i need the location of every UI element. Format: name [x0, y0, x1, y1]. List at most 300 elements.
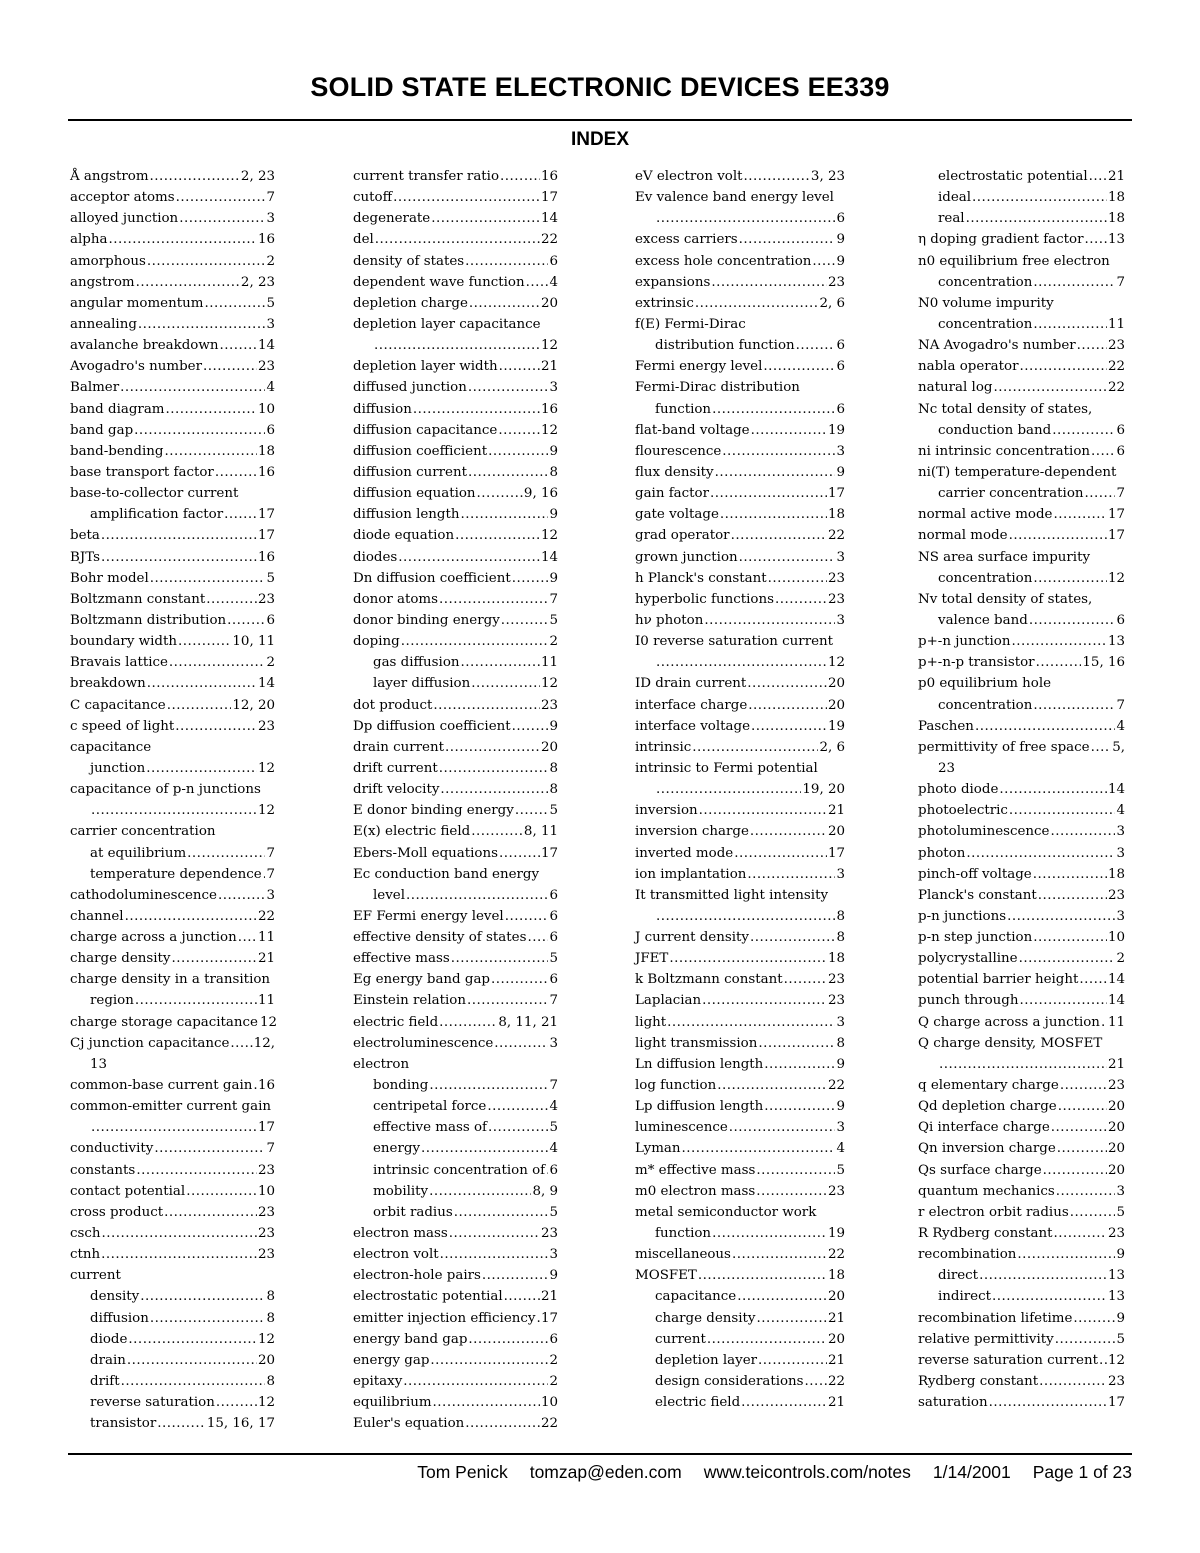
index-entry-pages: 3	[549, 1247, 558, 1263]
index-leader-dots	[656, 779, 801, 800]
index-entry-pages: 2	[266, 253, 275, 269]
index-leader-dots	[1033, 927, 1107, 948]
index-entry-label: indirect	[938, 1289, 991, 1305]
index-entry	[918, 335, 1125, 356]
index-leader-dots	[1009, 800, 1116, 821]
index-leader-dots	[150, 1308, 266, 1329]
index-entry	[918, 504, 1125, 525]
index-entry	[635, 1181, 845, 1202]
index-entry-pages: 5	[549, 951, 558, 967]
index-entry-label: dependent wave function	[353, 274, 525, 290]
index-entry-pages: 3	[549, 380, 558, 396]
index-entry	[635, 504, 845, 525]
index-entry-pages: 11	[257, 930, 275, 946]
index-entry-label: band diagram	[70, 401, 165, 417]
index-entry-pages: 2	[266, 655, 275, 671]
index-leader-dots	[494, 1033, 548, 1054]
index-leader-dots	[796, 335, 836, 356]
index-entry	[635, 1286, 845, 1307]
index-entry	[635, 631, 845, 652]
index-leader-dots	[1085, 229, 1107, 250]
index-entry-pages: 8	[266, 1289, 275, 1305]
index-entry-label: equilibrium	[353, 1395, 432, 1411]
index-entry-label: density of states	[353, 253, 465, 269]
index-leader-dots	[1007, 906, 1115, 927]
index-entry	[918, 377, 1125, 398]
index-entry-pages: 20	[827, 1331, 845, 1347]
index-entry-pages: 9	[836, 232, 845, 248]
index-entry-label: k Boltzmann constant	[635, 972, 783, 988]
index-entry-label: intrinsic concentration of	[373, 1162, 546, 1178]
index-entry-pages: 20	[540, 295, 558, 311]
index-entry-pages: 4	[1116, 803, 1125, 819]
index-leader-dots	[482, 1265, 549, 1286]
index-entry-label: electric field	[353, 1014, 439, 1030]
index-entry-label: BJTs	[70, 549, 101, 565]
index-column-2	[353, 166, 558, 1434]
index-entry-pages: 14	[1107, 782, 1125, 798]
index-entry	[635, 187, 845, 208]
index-heading: INDEX	[570, 129, 630, 150]
index-entry-label: common-base current gain	[70, 1078, 253, 1094]
index-entry	[635, 990, 845, 1011]
document-title: SOLID STATE ELECTRONIC DEVICES EE339	[310, 72, 890, 102]
index-leader-dots	[1058, 1096, 1107, 1117]
index-leader-dots	[1009, 525, 1107, 546]
index-entry-pages: 23	[1107, 887, 1125, 903]
index-leader-dots	[431, 208, 540, 229]
index-entry-label: diffusion capacitance	[353, 422, 498, 438]
index-entry	[918, 1117, 1125, 1138]
index-entry-label: Euler's equation	[353, 1416, 465, 1432]
index-entry-label: orbit radius	[373, 1204, 453, 1220]
index-entry	[635, 356, 845, 377]
index-leader-dots	[993, 377, 1107, 398]
index-entry-label: electric field	[655, 1395, 741, 1411]
index-entry-pages: 5	[549, 1204, 558, 1220]
index-leader-dots	[101, 525, 257, 546]
index-entry-pages: 2, 6	[819, 739, 845, 755]
index-leader-dots	[656, 652, 827, 673]
index-entry-label: recombination	[918, 1247, 1017, 1263]
index-leader-dots	[439, 1012, 497, 1033]
index-leader-dots	[698, 1265, 827, 1286]
index-entry-label: donor atoms	[353, 591, 438, 607]
index-leader-dots	[393, 187, 540, 208]
index-entry	[635, 652, 845, 673]
index-entry	[353, 1244, 558, 1265]
index-entry	[70, 1012, 275, 1033]
index-leader-dots	[711, 272, 827, 293]
index-leader-dots	[1029, 610, 1116, 631]
index-entry	[353, 864, 558, 885]
index-entry-label: reverse saturation	[90, 1395, 215, 1411]
index-leader-dots	[91, 800, 257, 821]
index-entry	[918, 462, 1125, 483]
index-entry-label: charge across a junction	[70, 930, 237, 946]
index-entry-label: function	[655, 1226, 712, 1242]
index-entry-label: p+-n-p transistor	[918, 655, 1035, 671]
index-entry-pages: 23	[257, 1162, 275, 1178]
index-entry-label: p-n step junction	[918, 930, 1033, 946]
index-entry	[353, 1308, 558, 1329]
index-leader-dots	[176, 187, 266, 208]
index-entry	[353, 1075, 558, 1096]
index-entry	[353, 779, 558, 800]
index-leader-dots	[756, 1308, 826, 1329]
index-leader-dots	[692, 737, 818, 758]
index-entry-label: ni(T) temperature-dependent	[918, 464, 1117, 480]
index-entry-label: cutoff	[353, 190, 393, 206]
index-leader-dots	[125, 906, 257, 927]
index-entry	[70, 1413, 275, 1434]
index-leader-dots	[1033, 695, 1115, 716]
footer-email[interactable]: tomzap@eden.com	[529, 1462, 682, 1482]
index-entry-label: pinch-off voltage	[918, 866, 1032, 882]
index-entry-pages: 9	[549, 507, 558, 523]
index-entry-pages: 23	[1107, 338, 1125, 354]
index-entry-pages: 4	[266, 380, 275, 396]
index-leader-dots	[966, 208, 1107, 229]
index-leader-dots	[468, 1329, 548, 1350]
index-entry	[918, 1054, 1125, 1075]
index-leader-dots	[499, 843, 540, 864]
index-entry	[70, 441, 275, 462]
index-entry-pages: 9	[549, 718, 558, 734]
index-entry	[70, 293, 275, 314]
index-entry-pages: 6	[549, 887, 558, 903]
index-leader-dots	[1033, 314, 1107, 335]
index-entry-pages: 22	[1107, 380, 1125, 396]
index-leader-dots	[204, 293, 265, 314]
index-entry	[918, 589, 1125, 610]
index-leader-dots	[403, 1371, 548, 1392]
index-entry-pages: 17	[540, 845, 558, 861]
index-entry-label: depletion layer width	[353, 359, 498, 375]
index-leader-dots	[1053, 1223, 1106, 1244]
index-leader-dots	[146, 758, 257, 779]
index-leader-dots	[169, 652, 266, 673]
index-entry-pages: 7	[266, 190, 275, 206]
footer-url[interactable]: www.teicontrols.com/notes	[703, 1462, 911, 1482]
index-entry-label: η doping gradient factor	[918, 232, 1084, 248]
index-leader-dots	[136, 272, 240, 293]
index-leader-dots	[764, 1096, 835, 1117]
index-entry-label: m0 electron mass	[635, 1183, 756, 1199]
index-entry-pages: 17	[827, 845, 845, 861]
index-leader-dots	[695, 293, 819, 314]
index-entry-pages: 3	[836, 549, 845, 565]
index-entry-pages: 8	[549, 782, 558, 798]
index-entry-pages: 2	[1116, 951, 1125, 967]
index-entry-label: Nv total density of states,	[918, 591, 1093, 607]
index-leader-dots	[136, 1160, 257, 1181]
index-entry-label: light transmission	[635, 1035, 758, 1051]
index-entry-pages: 8	[266, 1310, 275, 1326]
index-entry-label: hyperbolic functions	[635, 591, 774, 607]
index-entry	[918, 1265, 1125, 1286]
index-entry-label: r electron orbit radius	[918, 1204, 1069, 1220]
index-leader-dots	[972, 187, 1107, 208]
index-leader-dots	[1089, 166, 1107, 187]
index-entry	[635, 779, 845, 800]
index-entry-label: electron-hole pairs	[353, 1268, 481, 1284]
index-entry-pages: 23	[540, 697, 558, 713]
index-entry-pages: 2, 6	[819, 295, 845, 311]
index-leader-dots	[421, 1138, 548, 1159]
index-entry-pages: 9	[836, 464, 845, 480]
index-entry-label: R Rydberg constant	[918, 1226, 1053, 1242]
index-entry	[70, 1054, 275, 1075]
index-entry-pages: 15, 16, 17	[206, 1416, 275, 1432]
index-entry	[353, 1265, 558, 1286]
index-leader-dots	[1077, 335, 1107, 356]
index-entry-label: reverse saturation current	[918, 1352, 1098, 1368]
index-leader-dots	[739, 547, 836, 568]
index-entry-label: function	[655, 401, 712, 417]
index-entry	[70, 843, 275, 864]
index-entry-label: photon	[918, 845, 966, 861]
index-entry	[353, 272, 558, 293]
index-entry-pages: 15, 16	[1082, 655, 1125, 671]
index-entry-pages: 3	[1116, 824, 1125, 840]
index-entry-label: design considerations	[655, 1374, 804, 1390]
index-leader-dots	[230, 1033, 252, 1054]
index-entry	[70, 990, 275, 1011]
index-leader-dots	[750, 927, 836, 948]
index-entry-pages: 3	[836, 612, 845, 628]
index-entry-pages: 21	[540, 359, 558, 375]
index-entry-label: recombination lifetime	[918, 1310, 1073, 1326]
index-leader-dots	[477, 483, 523, 504]
index-entry-label: electron mass	[353, 1226, 448, 1242]
index-entry-pages: 7	[266, 845, 275, 861]
index-leader-dots	[179, 208, 265, 229]
index-entry	[353, 1329, 558, 1350]
index-leader-dots	[1101, 1012, 1107, 1033]
index-entry-label: eV electron volt	[635, 169, 743, 184]
index-leader-dots	[1050, 821, 1115, 842]
index-entry-label: photoelectric	[918, 803, 1008, 819]
index-entry-pages: 12	[257, 803, 275, 819]
index-entry-label: capacitance	[70, 739, 152, 755]
index-entry-pages: 13	[1107, 1289, 1125, 1305]
index-entry-pages: 5,	[1112, 739, 1125, 755]
index-leader-dots	[784, 969, 827, 990]
index-entry	[918, 1223, 1125, 1244]
index-entry-label: transistor	[90, 1416, 157, 1432]
index-leader-dots	[227, 610, 265, 631]
index-leader-dots	[488, 441, 548, 462]
index-entry-label: emitter injection efficiency	[353, 1310, 536, 1326]
index-entry-label: Boltzmann distribution	[70, 612, 227, 628]
index-leader-dots	[1091, 441, 1115, 462]
index-leader-dots	[712, 1223, 827, 1244]
index-entry-pages: 7	[1116, 697, 1125, 713]
index-leader-dots	[238, 927, 257, 948]
index-leader-dots	[91, 1117, 257, 1138]
index-entry	[70, 800, 275, 821]
index-entry-label: charge density in a transition	[70, 972, 271, 988]
index-leader-dots	[1099, 1350, 1107, 1371]
index-leader-dots	[999, 779, 1107, 800]
index-entry	[635, 166, 845, 187]
index-entry-label: level	[373, 887, 405, 903]
index-entry-pages: 20	[827, 697, 845, 713]
index-entry	[353, 187, 558, 208]
index-leader-dots	[747, 864, 835, 885]
index-entry-label: contact potential	[70, 1183, 186, 1199]
index-entry	[918, 779, 1125, 800]
index-entry-label: grown junction	[635, 549, 738, 565]
index-leader-dots	[157, 1413, 206, 1434]
index-entry	[353, 1413, 558, 1434]
index-entry-label: carrier concentration	[938, 486, 1084, 502]
index-entry-label: effective density of states	[353, 930, 527, 946]
index-entry-label: angstrom	[70, 274, 135, 290]
index-leader-dots	[712, 399, 835, 420]
index-leader-dots	[756, 1160, 835, 1181]
index-entry	[918, 356, 1125, 377]
index-entry-pages: 23	[257, 591, 275, 607]
index-leader-dots	[187, 843, 265, 864]
index-leader-dots	[375, 229, 540, 250]
index-entry-pages: 22	[1107, 359, 1125, 375]
bottom-rule	[68, 1453, 1132, 1455]
index-leader-dots	[406, 885, 548, 906]
index-entry	[70, 525, 275, 546]
index-entry	[635, 927, 845, 948]
index-entry-pages: 21	[1107, 1056, 1125, 1072]
index-entry-label: carrier concentration	[70, 824, 216, 840]
index-entry-pages: 20	[257, 1352, 275, 1368]
index-entry	[635, 1138, 845, 1159]
index-entry-label: alpha	[70, 232, 108, 248]
index-entry-pages: 5	[549, 803, 558, 819]
index-entry	[635, 229, 845, 250]
index-entry-label: donor binding energy	[353, 612, 500, 628]
index-entry	[635, 1350, 845, 1371]
index-leader-dots	[440, 779, 548, 800]
index-entry	[353, 695, 558, 716]
index-entry	[918, 1075, 1125, 1096]
index-entry-pages: 8	[549, 760, 558, 776]
index-leader-dots	[512, 716, 549, 737]
index-entry-pages: 3	[836, 1120, 845, 1136]
index-leader-dots	[461, 504, 549, 525]
index-entry-pages: 17	[257, 528, 275, 544]
index-entry-pages: 6	[549, 972, 558, 988]
index-leader-dots	[734, 843, 827, 864]
index-entry-pages: 23	[827, 1183, 845, 1199]
index-leader-dots	[775, 589, 827, 610]
index-entry-label: annealing	[70, 316, 137, 332]
index-entry-label: channel	[70, 908, 124, 924]
index-entry-pages: 14	[540, 211, 558, 227]
index-entry-pages: 14	[1107, 972, 1125, 988]
index-entry	[635, 525, 845, 546]
index-entry-label: excess hole concentration	[635, 253, 812, 269]
index-entry-pages: 20	[540, 739, 558, 755]
index-entry-label: Q charge density, MOSFET	[918, 1035, 1103, 1051]
index-entry-pages: 22	[827, 1247, 845, 1263]
index-leader-dots	[401, 631, 549, 652]
index-entry-label: cathodoluminescence	[70, 887, 217, 903]
index-entry	[70, 758, 275, 779]
index-entry	[70, 251, 275, 272]
index-entry	[635, 1329, 845, 1350]
index-entry	[353, 568, 558, 589]
index-leader-dots	[536, 1308, 539, 1329]
index-entry	[635, 314, 845, 335]
index-leader-dots	[764, 1054, 835, 1075]
index-leader-dots	[166, 399, 257, 420]
index-entry	[353, 737, 558, 758]
index-entry-pages: 21	[827, 1352, 845, 1368]
index-entry	[918, 673, 1125, 694]
index-entry-label: Paschen	[918, 718, 974, 734]
index-entry-label: energy gap	[353, 1352, 430, 1368]
index-entry	[635, 716, 845, 737]
index-entry-label: punch through	[918, 993, 1019, 1009]
index-leader-dots	[171, 948, 256, 969]
index-entry-pages: 23	[827, 274, 845, 290]
index-entry	[70, 1160, 275, 1181]
index-entry-pages: 11	[257, 993, 275, 1009]
index-entry-label: normal mode	[918, 528, 1008, 544]
index-leader-dots	[768, 568, 827, 589]
index-entry-label: Lyman	[635, 1141, 681, 1157]
index-entry-label: polycrystalline	[918, 951, 1018, 967]
index-entry	[635, 462, 845, 483]
index-leader-dots	[449, 1223, 540, 1244]
index-entry	[918, 631, 1125, 652]
index-entry	[918, 885, 1125, 906]
index-entry-label: real	[938, 211, 965, 227]
index-entry-label: del	[353, 232, 374, 248]
index-entry-label: diffusion coefficient	[353, 443, 488, 459]
index-entry-label: Boltzmann constant	[70, 591, 206, 607]
index-entry-label: common-emitter current gain	[70, 1099, 271, 1115]
index-entry	[918, 1371, 1125, 1392]
index-leader-dots	[500, 166, 540, 187]
index-leader-dots	[710, 483, 827, 504]
index-entry	[353, 716, 558, 737]
index-leader-dots	[498, 420, 540, 441]
index-entry-label: conductivity	[70, 1141, 154, 1157]
index-entry	[353, 969, 558, 990]
index-entry-pages: 12	[257, 1331, 275, 1347]
index-leader-dots	[729, 1117, 836, 1138]
index-leader-dots	[1055, 1329, 1116, 1350]
index-leader-dots	[1043, 1160, 1107, 1181]
index-entry-label: hν photon	[635, 612, 704, 628]
index-entry	[635, 589, 845, 610]
index-entry-label: q elementary charge	[918, 1078, 1059, 1094]
index-entry-label: diodes	[353, 549, 398, 565]
index-entry	[353, 1096, 558, 1117]
index-entry-label: Qd depletion charge	[918, 1099, 1057, 1115]
index-entry-label: density	[90, 1289, 140, 1305]
index-entry-pages: 9	[549, 570, 558, 586]
index-entry-pages: 4	[549, 1141, 558, 1157]
index-column-3	[635, 166, 845, 1413]
index-entry-pages: 21	[1107, 169, 1125, 184]
index-entry-pages: 2, 23	[240, 169, 275, 184]
index-leader-dots	[121, 1371, 266, 1392]
index-entry-pages: 20	[1107, 1162, 1125, 1178]
index-entry-pages: 4	[1116, 718, 1125, 734]
